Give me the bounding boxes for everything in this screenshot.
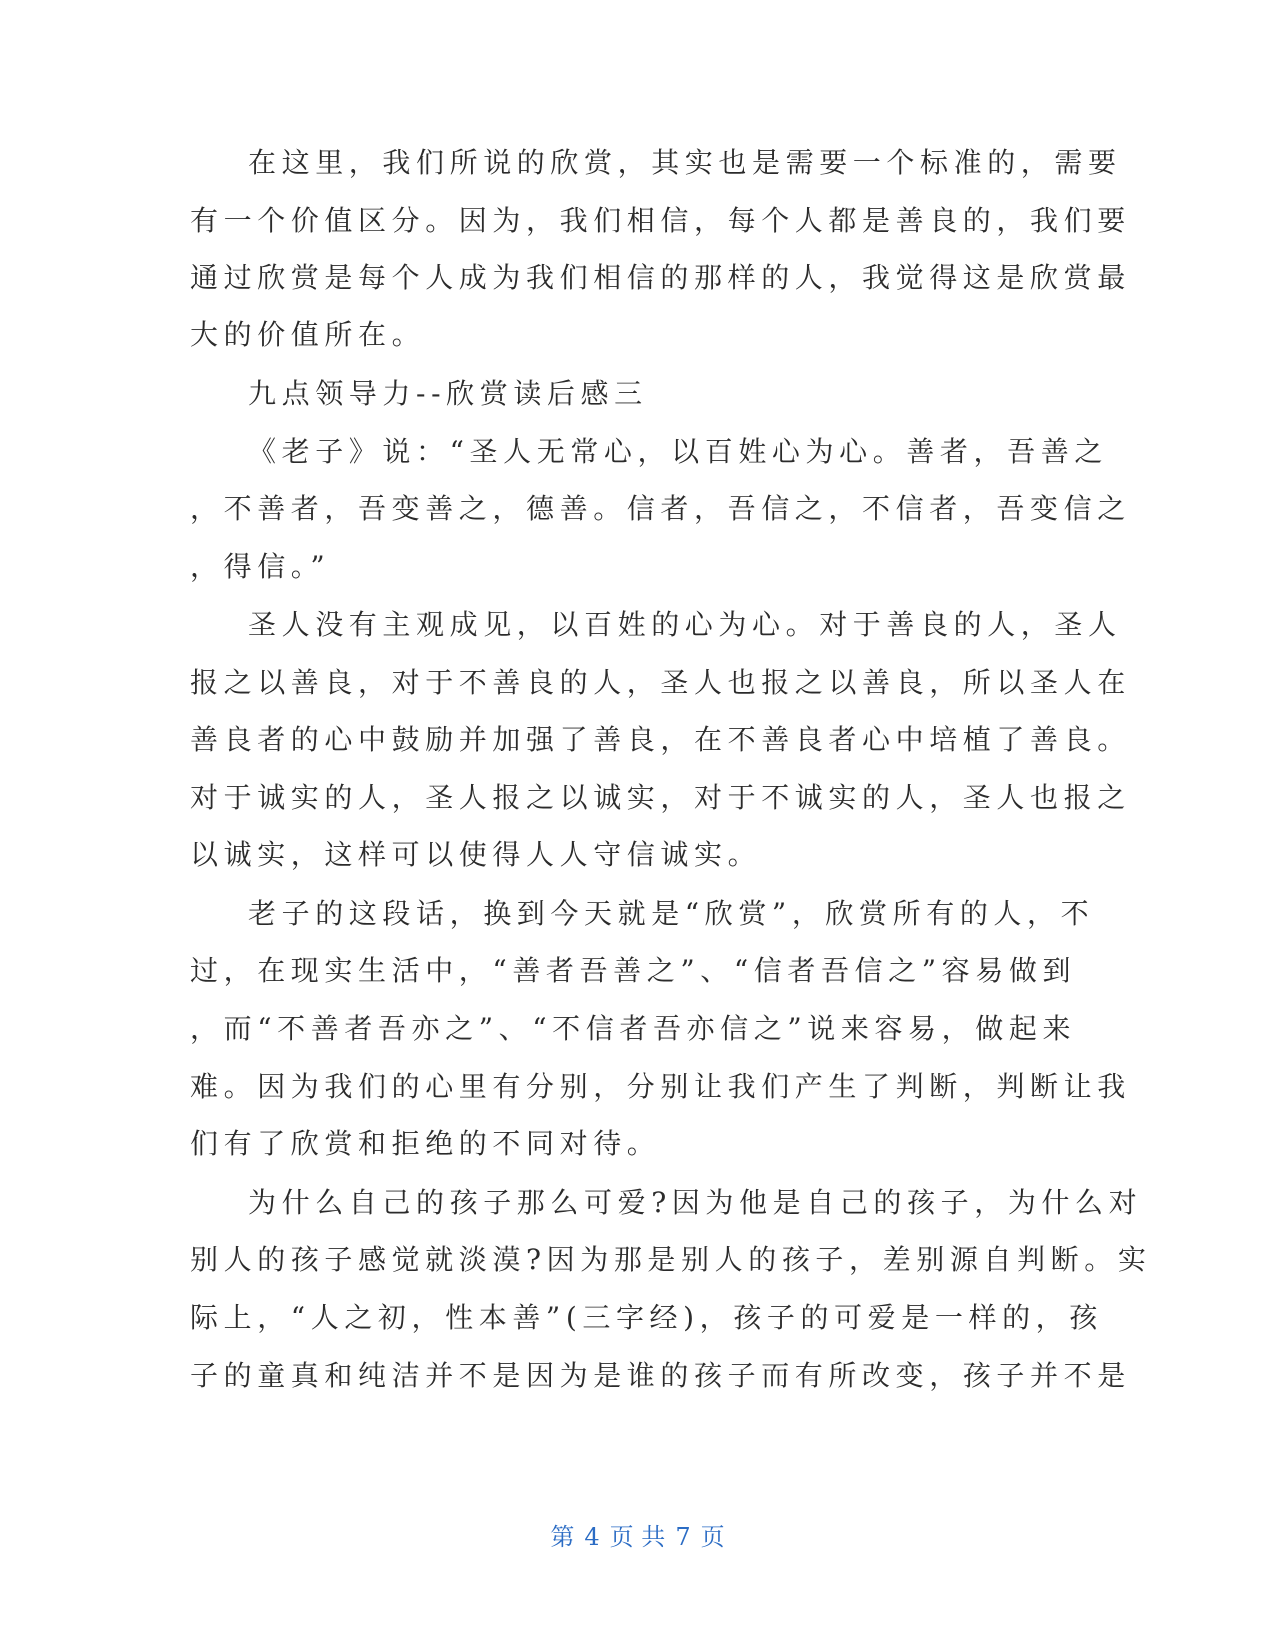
text-line: 难。因为我们的心里有分别，分别让我们产生了判断，判断让我 [190, 1070, 1131, 1103]
text-line: 老子的这段话，换到今天就是“欣赏”，欣赏所有的人，不 [190, 897, 1095, 930]
text-line: 有一个价值区分。因为，我们相信，每个人都是善良的，我们要 [190, 204, 1131, 237]
text-line: 际上，“人之初，性本善”(三字经)，孩子的可爱是一样的，孩 [190, 1301, 1103, 1334]
text-line: 子的童真和纯洁并不是因为是谁的孩子而有所改变，孩子并不是 [190, 1359, 1131, 1392]
text-line: 圣人没有主观成见，以百姓的心为心。对于善良的人，圣人 [190, 608, 1122, 641]
footer-prefix: 第 [550, 1523, 575, 1551]
text-line: 过，在现实生活中，“善者吾善之”、“信者吾信之”容易做到 [190, 954, 1077, 987]
text-line: ，得信。” [190, 550, 331, 583]
text-line: 通过欣赏是每个人成为我们相信的那样的人，我觉得这是欣赏最 [190, 261, 1131, 294]
text-line: 在这里，我们所说的欣赏，其实也是需要一个标准的，需要 [190, 146, 1122, 179]
section-heading: 九点领导力--欣赏读后感三 [190, 377, 648, 410]
text-line: 别人的孩子感觉就淡漠?因为那是别人的孩子，差别源自判断。实 [190, 1243, 1152, 1276]
current-page-number: 4 [584, 1523, 600, 1551]
text-line: ，而“不善者吾亦之”、“不信者吾亦信之”说来容易，做起来 [190, 1012, 1077, 1045]
text-line: 报之以善良，对于不善良的人，圣人也报之以善良，所以圣人在 [190, 666, 1131, 699]
text-line: 大的价值所在。 [190, 318, 426, 351]
text-line: 们有了欣赏和拒绝的不同对待。 [190, 1127, 661, 1160]
page-number-footer [0, 1522, 1275, 1552]
text-line: 《老子》说：“圣人无常心，以百姓心为心。善者，吾善之 [190, 435, 1108, 468]
text-line: ，不善者，吾变善之，德善。信者，吾信之，不信者，吾变信之 [190, 492, 1131, 525]
text-line: 对于诚实的人，圣人报之以诚实，对于不诚实的人，圣人也报之 [190, 781, 1131, 814]
text-line: 以诚实，这样可以使得人人守信诚实。 [190, 838, 762, 871]
footer-suffix: 页 [700, 1523, 725, 1551]
text-line: 为什么自己的孩子那么可爱?因为他是自己的孩子，为什么对 [190, 1186, 1143, 1219]
total-page-count: 7 [675, 1523, 691, 1551]
text-line: 善良者的心中鼓励并加强了善良，在不善良者心中培植了善良。 [190, 723, 1131, 756]
footer-middle: 页 共 [609, 1523, 666, 1551]
